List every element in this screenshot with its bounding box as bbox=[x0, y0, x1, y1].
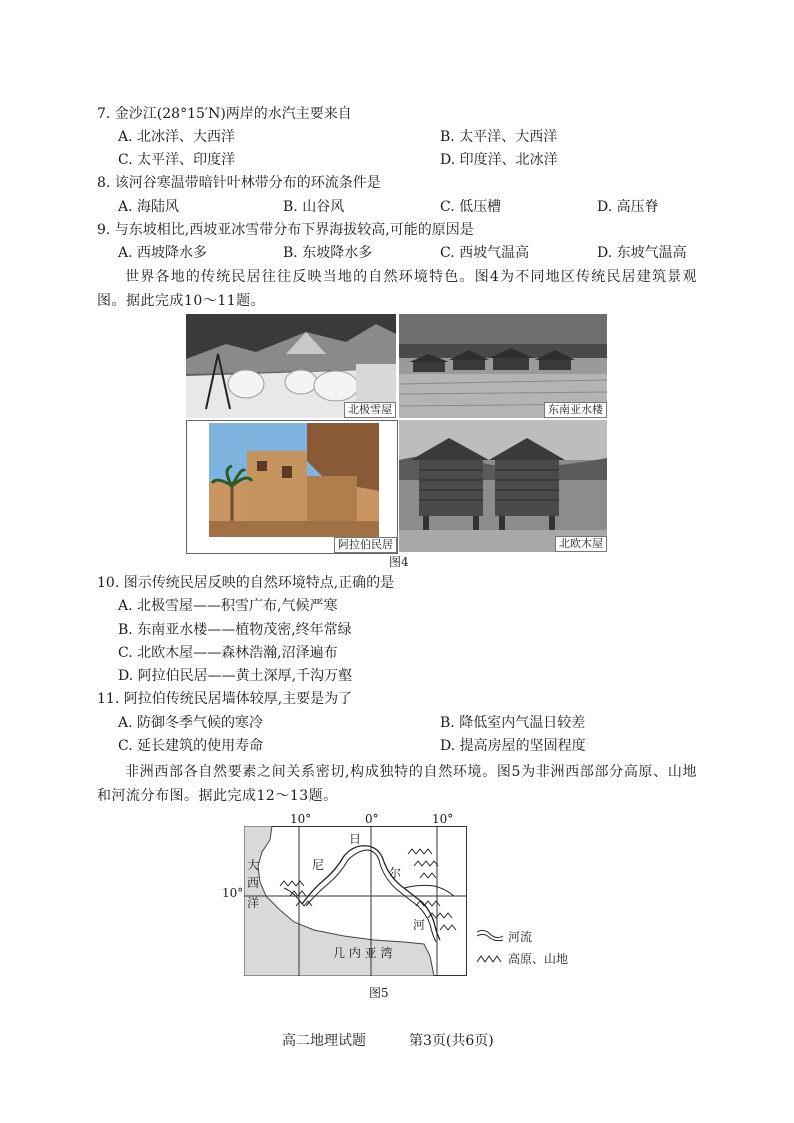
intro-paragraph-2: 非洲西部各自然要素之间关系密切,构成独特的自然环境。图5为非洲西部部分高原、山地和河流分布图。据此完成12～13题。 bbox=[97, 764, 697, 804]
legend-river-label: 河流 bbox=[508, 930, 533, 944]
q7-stem: 7. 金沙江(28°15′N)两岸的水汽主要来自 bbox=[97, 106, 352, 122]
q8-stem: 8. 该河谷寒温带暗针叶林带分布的环流条件是 bbox=[97, 175, 381, 191]
map-lon-label-10w: 10° bbox=[290, 812, 312, 826]
q9-stem: 9. 与东坡相比,西坡亚冰雪带分布下界海拔较高,可能的原因是 bbox=[97, 222, 474, 238]
label-southeast-asia-water-house: 东南亚水楼 bbox=[544, 402, 607, 418]
legend-river-icon bbox=[476, 928, 504, 942]
footer-page-number: 第3页(共6页) bbox=[409, 1033, 494, 1049]
photo-nordic-wooden-house bbox=[399, 420, 607, 552]
map-label-river-4: 河 bbox=[413, 918, 426, 932]
q7-option-b: B. 太平洋、大西洋 bbox=[440, 129, 558, 145]
q8-option-b: B. 山谷风 bbox=[283, 199, 345, 215]
q10-option-b: B. 东南亚水楼——植物茂密,终年常绿 bbox=[118, 622, 352, 638]
q9-option-b: B. 东坡降水多 bbox=[283, 245, 373, 261]
q9-option-d: D. 东坡气温高 bbox=[597, 245, 687, 261]
q10-stem: 10. 图示传统民居反映的自然环境特点,正确的是 bbox=[97, 575, 395, 591]
q10-option-d: D. 阿拉伯民居——黄土深厚,千沟万壑 bbox=[118, 668, 353, 684]
q7-option-a: A. 北冰洋、大西洋 bbox=[118, 129, 236, 145]
q11-option-b: B. 降低室内气温日较差 bbox=[440, 715, 586, 731]
map-label-river-2: 日 bbox=[349, 832, 362, 846]
figure-5-caption: 图5 bbox=[369, 986, 389, 1000]
photo-southeast-asia-water-house bbox=[399, 314, 607, 418]
q8-option-d: D. 高压脊 bbox=[597, 199, 659, 215]
map-label-ocean-1: 大 bbox=[247, 858, 260, 872]
q10-option-c: C. 北欧木屋——森林浩瀚,沼泽遍布 bbox=[118, 645, 338, 661]
map-label-ocean-2: 西 bbox=[247, 876, 260, 890]
label-arab-dwelling: 阿拉伯民居 bbox=[334, 537, 397, 553]
q11-option-a: A. 防御冬季气候的寒冷 bbox=[118, 715, 264, 731]
q8-option-c: C. 低压槽 bbox=[440, 199, 502, 215]
map-lon-label-10e: 10° bbox=[432, 812, 454, 826]
q10-option-a: A. 北极雪屋——积雪广布,气候严寒 bbox=[118, 598, 338, 614]
figure-4-caption: 图4 bbox=[389, 555, 409, 569]
q11-option-c: C. 延长建筑的使用寿命 bbox=[118, 738, 264, 754]
map-label-river-1: 尼 bbox=[312, 858, 325, 872]
photo-arab-dwelling bbox=[186, 420, 398, 554]
q7-option-d: D. 印度洋、北冰洋 bbox=[440, 152, 558, 168]
label-arctic-igloo: 北极雪屋 bbox=[344, 402, 396, 418]
legend-highland-label: 高原、山地 bbox=[508, 952, 569, 966]
map-label-ocean-3: 洋 bbox=[247, 896, 260, 910]
q7-option-c: C. 太平洋、印度洋 bbox=[118, 152, 236, 168]
q9-option-c: C. 西坡气温高 bbox=[440, 245, 530, 261]
label-nordic-wooden-house: 北欧木屋 bbox=[555, 536, 607, 552]
legend-highland-icon bbox=[476, 952, 504, 964]
photo-arctic-igloo bbox=[186, 314, 396, 418]
map-label-gulf: 几 内 亚 湾 bbox=[333, 946, 393, 960]
q8-option-a: A. 海陆风 bbox=[118, 199, 180, 215]
map-lon-label-0: 0° bbox=[365, 812, 379, 826]
map-lat-label-10n: 10° bbox=[222, 886, 244, 900]
intro-paragraph-1: 世界各地的传统民居往往反映当地的自然环境特色。图4为不同地区传统民居建筑景观图。据此完成10～11题。 bbox=[97, 269, 697, 309]
q11-option-d: D. 提高房屋的坚固程度 bbox=[440, 738, 586, 754]
q9-option-a: A. 西坡降水多 bbox=[118, 245, 208, 261]
map-label-river-3: 尔 bbox=[389, 866, 402, 880]
footer-title: 高二地理试题 bbox=[282, 1033, 366, 1049]
q11-stem: 11. 阿拉伯传统民居墙体较厚,主要是为了 bbox=[97, 691, 353, 707]
